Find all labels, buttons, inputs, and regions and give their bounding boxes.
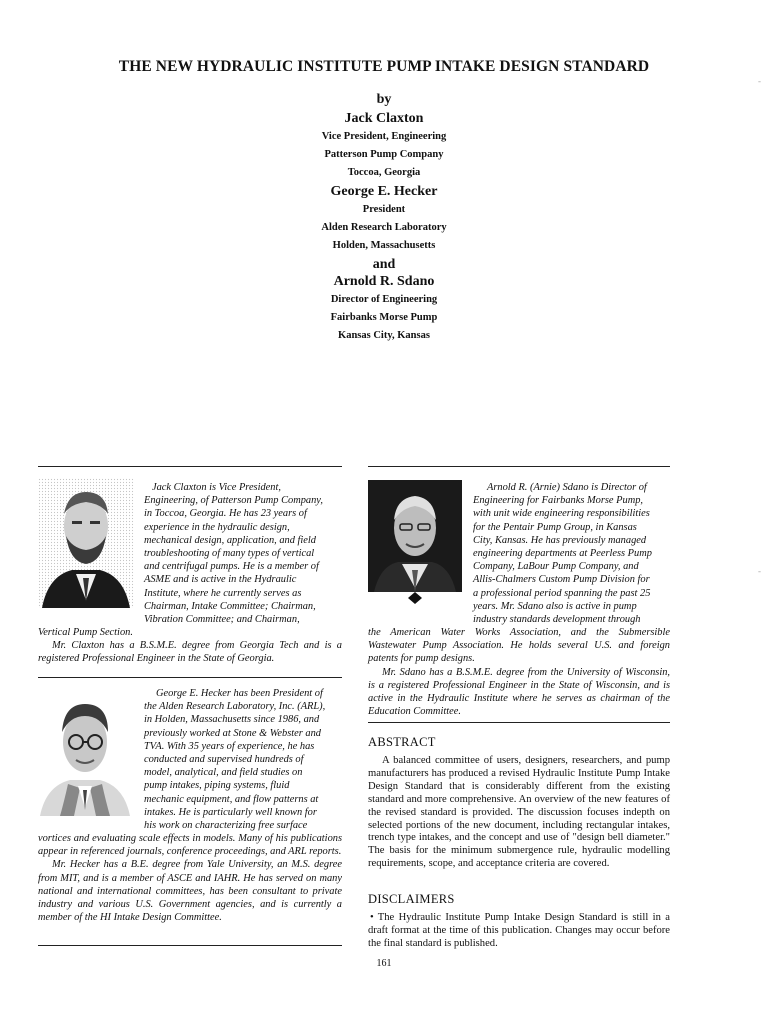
bio-line: experience in the hydraulic design,	[144, 521, 290, 533]
section-rule	[38, 466, 342, 467]
disclaimers-heading: DISCLAIMERS	[368, 892, 455, 906]
bio-line: George E. Hecker has been President of	[156, 688, 323, 699]
bio-line: Jack Claxton is Vice President,	[152, 482, 281, 493]
bio-line: in Toccoa, Georgia. He has 23 years of	[144, 508, 307, 520]
sdano-portrait-photo	[368, 480, 462, 610]
scan-artifact-mark: -	[758, 76, 761, 86]
bio-line: Vibration Committee; and Chairman,	[144, 614, 300, 626]
bio-line: years. Mr. Sdano also is active in pump	[473, 600, 637, 612]
bio-line: model, analytical, and field studies on	[144, 767, 303, 779]
author-name-claxton: Jack Claxton	[344, 111, 424, 126]
author-affiliation: Toccoa, Georgia	[347, 167, 421, 178]
hecker-bio-wrap	[144, 687, 340, 832]
bio-line: TVA. With 35 years of experience, he has	[144, 740, 315, 752]
bio-paragraph: Mr. Sdano has a B.S.M.E. degree from the University of Wisconsin, is a registered Professional Engineer in the State of Wisconsin, and is active in the Hydraulic Institute where he serves as chairman of the Education Committee.	[368, 666, 670, 718]
bio-line: engineering departments at Peerless Pump	[473, 548, 652, 560]
author-affiliation: Alden Research Laboratory	[321, 222, 447, 233]
claxton-portrait-photo	[38, 478, 134, 608]
bio-line: Allis-Chalmers Custom Pump Division for	[473, 574, 650, 586]
section-rule	[368, 722, 670, 723]
bio-line: a professional period spanning the past 25	[473, 587, 651, 599]
claxton-bio-full	[38, 626, 342, 666]
page-number: 161	[376, 958, 392, 969]
bio-line: City, Kansas. He has previously managed	[473, 534, 647, 546]
bio-paragraph: the American Water Works Association, and the Submersible Wastewater Pump Association. He holds several U.S. and foreign patents for pump designs.	[368, 627, 670, 665]
bio-line: mechanical design, application, and field	[144, 534, 316, 546]
bio-line: for the Pentair Pump Group, in Kansas	[473, 521, 637, 533]
scan-artifact-mark: -	[758, 566, 761, 576]
abstract-heading: ABSTRACT	[368, 735, 436, 749]
bio-paragraph: Mr. Hecker has a B.E. degree from Yale University, an M.S. degree from MIT, and is a member of ASCE and IAHR. He has served on many national and international committees, has been consultant to private industry and various U.S. Government agencies, and is currently a member of the HI Intake Design Committee.	[38, 859, 342, 924]
bio-line: with unit wide engineering responsibilities	[473, 508, 650, 520]
abstract-body	[368, 755, 670, 871]
by-line: by	[376, 92, 392, 107]
bio-line: Engineering for Fairbanks Morse Pump,	[473, 495, 643, 507]
author-affiliation: Kansas City, Kansas	[338, 330, 430, 341]
sdano-bio-wrap	[473, 481, 671, 626]
hecker-bio-full	[38, 832, 342, 924]
bio-line: Institute, where he currently serves as	[144, 587, 302, 599]
author-affiliation: President	[362, 204, 406, 215]
bio-paragraph: Vertical Pump Section.	[38, 627, 133, 638]
abstract-paragraph: A balanced committee of users, designers, researchers, and pump manufacturers has produced a revised Hydraulic Institute Pump Intake Design Standard that is considerably different from the existing standard and more comprehensive. An overview of the new features of the revised standard is provided. The discussion focuses indepth on selected portions of the new document, including rectangular intakes, trench type intakes, and the concept and use of "design bell diameter." The basis for the minimum submergence rule, hydraulic modelling requirements, scope, and acceptance criteria are covered.	[368, 755, 670, 870]
hecker-portrait-photo	[38, 692, 132, 816]
author-name-sdano: Arnold R. Sdano	[333, 274, 435, 289]
bio-line: pump intakes, piping systems, fluid	[144, 780, 290, 792]
author-affiliation: Holden, Massachusetts	[332, 240, 436, 251]
bio-line: ASME and is active in the Hydraulic	[144, 574, 297, 586]
bio-line: conducted and supervised hundreds of	[144, 754, 304, 766]
bio-line: mechanic equipment, and flow patterns at	[144, 793, 319, 805]
author-affiliation: Vice President, Engineering	[321, 131, 447, 142]
claxton-bio-wrap	[144, 481, 340, 626]
disclaimer-text: The Hydraulic Institute Pump Intake Design Standard is still in a draft format at the time of this publication. Changes may occur before the final standard is published.	[368, 912, 670, 949]
sdano-bio-full	[368, 626, 670, 718]
bio-line: Chairman, Intake Committee; Chairman,	[144, 600, 316, 612]
author-affiliation: Director of Engineering	[330, 294, 438, 305]
and-line: and	[372, 257, 396, 272]
bio-line: his work on characterizing free surface	[144, 820, 308, 832]
bio-line: Arnold R. (Arnie) Sdano is Director of	[487, 482, 647, 493]
bio-line: Company, LaBour Pump Company, and	[473, 561, 639, 573]
bullet-marker: •	[370, 912, 374, 923]
bio-line: and centrifugal pumps. He is a member of	[144, 561, 319, 573]
bio-line: intakes. He is particularly well known for	[144, 806, 317, 818]
author-name-hecker: George E. Hecker	[330, 184, 438, 199]
bio-line: previously worked at Stone & Webster and	[144, 727, 321, 739]
author-affiliation: Fairbanks Morse Pump	[330, 312, 438, 323]
bio-paragraph: Mr. Claxton has a B.S.M.E. degree from Georgia Tech and is a registered Professional Engineer in the State of Georgia.	[38, 640, 342, 665]
bio-line: Engineering, of Patterson Pump Company,	[144, 495, 323, 507]
section-rule	[38, 945, 342, 946]
author-affiliation: Patterson Pump Company	[324, 149, 444, 160]
bio-line: industry standards development through	[473, 614, 641, 626]
bio-line: the Alden Research Laboratory, Inc. (ARL),	[144, 701, 326, 713]
section-rule	[38, 677, 342, 678]
bio-paragraph: vortices and evaluating scale effects in models. Many of his publications appear in referenced journals, conference proceedings, and ARL reports.	[38, 833, 342, 858]
section-rule	[368, 466, 670, 467]
bio-line: troubleshooting of many types of vertical	[144, 548, 315, 560]
bio-line: in Holden, Massachusetts since 1986, and	[144, 714, 320, 726]
paper-title: THE NEW HYDRAULIC INSTITUTE PUMP INTAKE DESIGN STANDARD	[118, 58, 650, 75]
disclaimer-item	[368, 912, 670, 951]
